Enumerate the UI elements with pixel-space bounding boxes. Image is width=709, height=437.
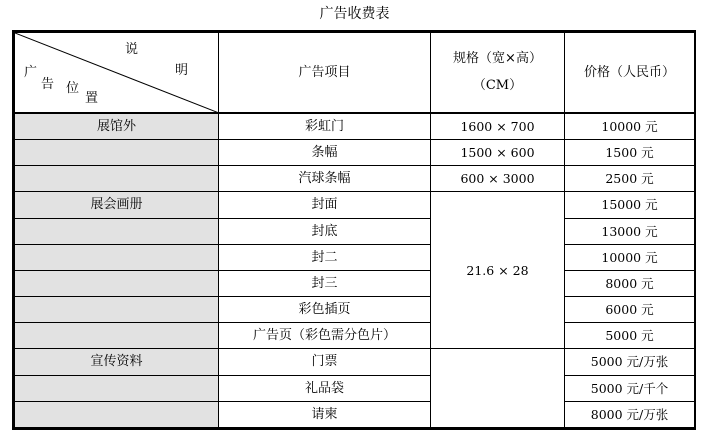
price-cell: 15000 元 [565, 192, 695, 218]
item-cell: 彩虹门 [219, 113, 431, 140]
location-cell: 展会画册 [15, 192, 219, 218]
item-cell: 封三 [219, 270, 431, 296]
price-cell: 13000 元 [565, 218, 695, 244]
item-cell: 封二 [219, 244, 431, 270]
location-cell [15, 375, 219, 401]
table-row [15, 323, 695, 349]
table-row [15, 297, 695, 323]
table-row [15, 113, 695, 140]
spec-cell-merged: 21.6 × 28 [431, 192, 565, 349]
item-cell: 封底 [219, 218, 431, 244]
header-word-zhi: 置 [85, 91, 99, 106]
price-cell: 2500 元 [565, 166, 695, 192]
location-cell [15, 166, 219, 192]
price-cell: 5000 元/千个 [565, 375, 695, 401]
item-cell: 礼品袋 [219, 375, 431, 401]
spec-cell: 600 × 3000 [431, 166, 565, 192]
price-cell: 5000 元 [565, 323, 695, 349]
location-cell [15, 297, 219, 323]
table-row [15, 140, 695, 166]
header-word-guang: 广 [24, 65, 38, 80]
location-cell [15, 401, 219, 427]
item-cell: 汽球条幅 [219, 166, 431, 192]
price-cell: 10000 元 [565, 244, 695, 270]
item-cell: 广告页（彩色需分色片） [219, 323, 431, 349]
table-row [15, 166, 695, 192]
price-cell: 6000 元 [565, 297, 695, 323]
table-row [15, 349, 695, 375]
table-title: 广告收费表 [319, 6, 390, 22]
table-row [15, 192, 695, 218]
price-cell: 10000 元 [565, 113, 695, 140]
header-word-shuo: 说 [125, 42, 139, 57]
item-cell: 条幅 [219, 140, 431, 166]
location-cell: 宣传资料 [15, 349, 219, 375]
table-row [15, 270, 695, 296]
item-cell: 彩色插页 [219, 297, 431, 323]
location-cell [15, 140, 219, 166]
header-word-wei: 位 [66, 81, 80, 96]
header-spec [431, 33, 565, 113]
spec-cell: 1600 × 700 [431, 113, 565, 140]
price-cell: 5000 元/万张 [565, 349, 695, 375]
location-cell [15, 244, 219, 270]
header-item: 广告项目 [219, 33, 431, 113]
location-cell: 展馆外 [15, 113, 219, 140]
header-spec-line1: 规格（宽×高） [453, 51, 542, 67]
header-row [15, 33, 695, 113]
table-row [15, 244, 695, 270]
header-word-gao: 告 [41, 77, 55, 92]
location-cell [15, 218, 219, 244]
price-cell: 1500 元 [565, 140, 695, 166]
table-row [15, 375, 695, 401]
header-price: 价格（人民币） [565, 33, 695, 113]
table-row [15, 401, 695, 427]
spec-cell: 1500 × 600 [431, 140, 565, 166]
price-cell: 8000 元/万张 [565, 401, 695, 427]
table-row [15, 218, 695, 244]
item-cell: 封面 [219, 192, 431, 218]
header-spec-unit: （CM） [472, 78, 523, 94]
header-word-ming: 明 [175, 63, 189, 78]
spec-cell-empty [431, 349, 565, 428]
price-cell: 8000 元 [565, 270, 695, 296]
item-cell: 请柬 [219, 401, 431, 427]
diagonal-header-cell [15, 33, 219, 113]
ad-fee-table [12, 30, 696, 430]
item-cell: 门票 [219, 349, 431, 375]
location-cell [15, 323, 219, 349]
location-cell [15, 270, 219, 296]
